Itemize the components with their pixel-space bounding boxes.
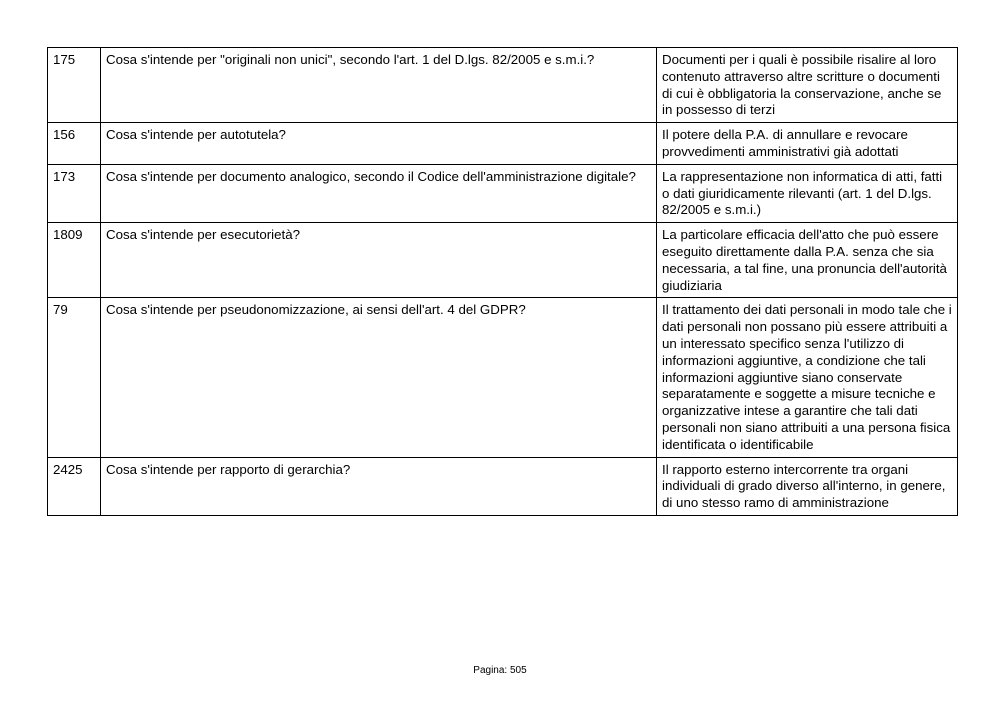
- question-text: Cosa s'intende per rapporto di gerarchia?: [101, 457, 657, 515]
- question-text: Cosa s'intende per esecutorietà?: [101, 223, 657, 298]
- table-row: [48, 223, 958, 298]
- question-number: 1809: [48, 223, 101, 298]
- question-text: Cosa s'intende per autotutela?: [101, 123, 657, 165]
- answer-text: Il potere della P.A. di annullare e revocare provvedimenti amministrativi già adottati: [657, 123, 958, 165]
- answer-text: Documenti per i quali è possibile risalire al loro contenuto attraverso altre scritture o documenti di cui è obbligatoria la conservazione, anche se in possesso di terzi: [657, 48, 958, 123]
- question-number: 79: [48, 298, 101, 457]
- questions-table: [47, 47, 958, 516]
- answer-text: La rappresentazione non informatica di atti, fatti o dati giuridicamente rilevanti (art. 1 del D.lgs. 82/2005 e s.m.i.): [657, 164, 958, 222]
- question-text: Cosa s'intende per "originali non unici", secondo l'art. 1 del D.lgs. 82/2005 e s.m.i.?: [101, 48, 657, 123]
- question-number: 156: [48, 123, 101, 165]
- question-text: Cosa s'intende per pseudonomizzazione, ai sensi dell'art. 4 del GDPR?: [101, 298, 657, 457]
- answer-text: La particolare efficacia dell'atto che può essere eseguito direttamente dalla P.A. senza che sia necessaria, a tal fine, una pronuncia dell'autorità giudiziaria: [657, 223, 958, 298]
- page-number-footer: Pagina: 505: [473, 665, 527, 676]
- question-text: Cosa s'intende per documento analogico, secondo il Codice dell'amministrazione digitale?: [101, 164, 657, 222]
- table-row: [48, 48, 958, 123]
- table-row: [48, 164, 958, 222]
- answer-text: Il trattamento dei dati personali in modo tale che i dati personali non possano più essere attribuiti a un interessato specifico senza l'utilizzo di informazioni aggiuntive, a condizione che tali informazioni aggiuntive siano conservate separatamente e soggette a misure tecniche e organizzative intese a garantire che tali dati personali non siano attribuiti a una persona fisica identificata o identificabile: [657, 298, 958, 457]
- table-row: [48, 298, 958, 457]
- table-row: [48, 123, 958, 165]
- answer-text: Il rapporto esterno intercorrente tra organi individuali di grado diverso all'interno, in genere, di uno stesso ramo di amministrazione: [657, 457, 958, 515]
- table-row: [48, 457, 958, 515]
- question-number: 2425: [48, 457, 101, 515]
- question-number: 173: [48, 164, 101, 222]
- question-number: 175: [48, 48, 101, 123]
